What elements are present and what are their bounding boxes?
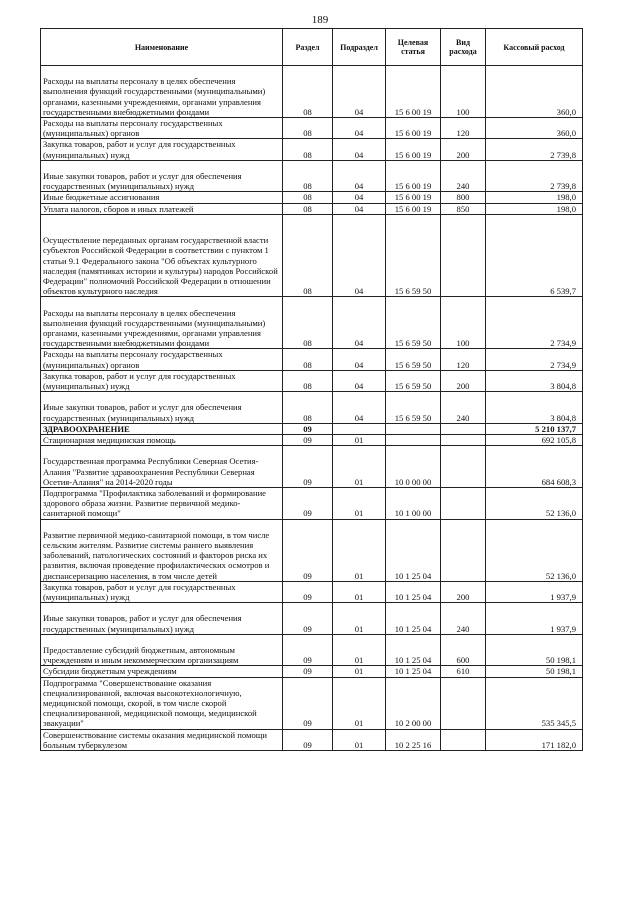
table-row <box>41 203 583 214</box>
cell-subsection: 04 <box>333 392 386 424</box>
header-section: Раздел <box>283 29 333 66</box>
table-row <box>41 634 583 666</box>
cell-target <box>386 435 441 446</box>
cell-name: Подпрограмма "Профилактика заболеваний и формирование здорового образа жизни. Развитие первичной медико-санитарной помощи" <box>41 488 283 520</box>
cell-amount: 171 182,0 <box>486 729 583 750</box>
cell-target: 10 1 00 00 <box>386 488 441 520</box>
cell-section: 08 <box>283 297 333 349</box>
cell-section: 09 <box>283 423 333 434</box>
cell-type: 120 <box>441 349 486 370</box>
cell-amount: 198,0 <box>486 192 583 203</box>
cell-type <box>441 423 486 434</box>
cell-subsection: 01 <box>333 677 386 729</box>
table-row <box>41 666 583 677</box>
cell-target <box>386 423 441 434</box>
header-type: Вид расхода <box>441 29 486 66</box>
cell-target: 15 6 00 19 <box>386 203 441 214</box>
cell-type: 850 <box>441 203 486 214</box>
cell-section: 09 <box>283 446 333 488</box>
cell-target: 15 6 59 50 <box>386 297 441 349</box>
table-row <box>41 729 583 750</box>
table-row <box>41 139 583 160</box>
cell-amount: 52 136,0 <box>486 488 583 520</box>
cell-section: 08 <box>283 139 333 160</box>
cell-type: 240 <box>441 603 486 635</box>
cell-amount: 5 210 137,7 <box>486 423 583 434</box>
cell-target: 15 6 00 19 <box>386 192 441 203</box>
cell-target: 15 6 59 50 <box>386 392 441 424</box>
cell-target: 10 1 25 04 <box>386 519 441 581</box>
cell-type: 610 <box>441 666 486 677</box>
cell-target: 15 6 00 19 <box>386 139 441 160</box>
table-row <box>41 677 583 729</box>
cell-amount: 3 804,8 <box>486 370 583 391</box>
cell-type: 800 <box>441 192 486 203</box>
cell-amount: 360,0 <box>486 66 583 118</box>
table-row <box>41 603 583 635</box>
cell-type: 600 <box>441 634 486 666</box>
cell-type <box>441 446 486 488</box>
cell-section: 09 <box>283 581 333 602</box>
table-row <box>41 349 583 370</box>
cell-target: 15 6 59 50 <box>386 349 441 370</box>
cell-target: 10 0 00 00 <box>386 446 441 488</box>
cell-amount: 52 136,0 <box>486 519 583 581</box>
cell-amount: 50 198,1 <box>486 634 583 666</box>
cell-target: 10 1 25 04 <box>386 603 441 635</box>
cell-section: 09 <box>283 519 333 581</box>
header-target: Целевая статья <box>386 29 441 66</box>
table-row <box>41 118 583 139</box>
cell-section: 09 <box>283 634 333 666</box>
cell-type: 120 <box>441 118 486 139</box>
cell-name: Иные закупки товаров, работ и услуг для обеспечения государственных (муниципальных) нужд <box>41 392 283 424</box>
cell-section: 08 <box>283 160 333 192</box>
cell-type <box>441 519 486 581</box>
cell-type: 100 <box>441 66 486 118</box>
cell-target: 10 1 25 04 <box>386 581 441 602</box>
cell-subsection: 04 <box>333 370 386 391</box>
cell-amount: 6 539,7 <box>486 214 583 297</box>
table-row <box>41 423 583 434</box>
expenditure-table <box>40 28 583 751</box>
table-row <box>41 446 583 488</box>
cell-name: Расходы на выплаты персоналу в целях обеспечения выполнения функций государственными (муниципальными) органами, казенными учреждениями, органами управления государственными внебюджетными фондами <box>41 297 283 349</box>
cell-section: 08 <box>283 370 333 391</box>
cell-section: 09 <box>283 677 333 729</box>
cell-type: 200 <box>441 139 486 160</box>
cell-name: Закупка товаров, работ и услуг для государственных (муниципальных) нужд <box>41 139 283 160</box>
table-body <box>41 66 583 751</box>
cell-subsection: 01 <box>333 666 386 677</box>
cell-subsection: 01 <box>333 519 386 581</box>
table-row <box>41 297 583 349</box>
cell-type <box>441 677 486 729</box>
cell-type <box>441 214 486 297</box>
cell-subsection: 04 <box>333 118 386 139</box>
cell-name: Иные бюджетные ассигнования <box>41 192 283 203</box>
cell-amount: 198,0 <box>486 203 583 214</box>
cell-subsection: 04 <box>333 139 386 160</box>
cell-subsection: 04 <box>333 203 386 214</box>
cell-amount: 535 345,5 <box>486 677 583 729</box>
cell-section: 08 <box>283 392 333 424</box>
cell-type <box>441 488 486 520</box>
header-name: Наименование <box>41 29 283 66</box>
cell-target: 10 1 25 04 <box>386 666 441 677</box>
cell-name: Расходы на выплаты персоналу государственных (муниципальных) органов <box>41 349 283 370</box>
cell-name: Предоставление субсидий бюджетным, автономным учреждениям и иным некоммерческим организациям <box>41 634 283 666</box>
cell-section: 08 <box>283 192 333 203</box>
table-row <box>41 370 583 391</box>
cell-amount: 1 937,9 <box>486 603 583 635</box>
cell-amount: 684 608,3 <box>486 446 583 488</box>
cell-section: 08 <box>283 203 333 214</box>
cell-section: 08 <box>283 349 333 370</box>
cell-name: Закупка товаров, работ и услуг для государственных (муниципальных) нужд <box>41 581 283 602</box>
cell-target: 10 2 00 00 <box>386 677 441 729</box>
table-row <box>41 581 583 602</box>
cell-amount: 692 105,8 <box>486 435 583 446</box>
cell-section: 09 <box>283 435 333 446</box>
cell-subsection: 01 <box>333 488 386 520</box>
cell-amount: 1 937,9 <box>486 581 583 602</box>
cell-amount: 50 198,1 <box>486 666 583 677</box>
cell-target: 10 2 25 16 <box>386 729 441 750</box>
cell-amount: 2 734,9 <box>486 349 583 370</box>
page-number: 189 <box>311 14 329 26</box>
cell-name: Закупка товаров, работ и услуг для государственных (муниципальных) нужд <box>41 370 283 391</box>
cell-subsection <box>333 423 386 434</box>
cell-target: 15 6 00 19 <box>386 160 441 192</box>
cell-name: Субсидии бюджетным учреждениям <box>41 666 283 677</box>
cell-name: Подпрограмма "Совершенствование оказания специализированной, включая высокотехнологичную, медицинской помощи, скорой, в том числе скорой специализированной, медицинской помощи, медицинской эвакуации" <box>41 677 283 729</box>
cell-amount: 2 734,9 <box>486 297 583 349</box>
cell-name: Иные закупки товаров, работ и услуг для обеспечения государственных (муниципальных) нужд <box>41 160 283 192</box>
cell-type: 200 <box>441 581 486 602</box>
cell-target: 15 6 00 19 <box>386 66 441 118</box>
cell-type: 100 <box>441 297 486 349</box>
table-row <box>41 160 583 192</box>
cell-target: 15 6 59 50 <box>386 370 441 391</box>
cell-amount: 2 739,8 <box>486 160 583 192</box>
header-subsection: Подраздел <box>333 29 386 66</box>
cell-target: 15 6 00 19 <box>386 118 441 139</box>
cell-name: Развитие первичной медико-санитарной помощи, в том числе сельским жителям. Развитие системы раннего выявления заболеваний, патологических состояний и факторов риска их развития, включая проведение профилактических осмотров и диспансеризацию населения, в том числе детей <box>41 519 283 581</box>
table-row <box>41 519 583 581</box>
cell-subsection: 04 <box>333 160 386 192</box>
cell-section: 09 <box>283 603 333 635</box>
cell-subsection: 04 <box>333 349 386 370</box>
cell-subsection: 01 <box>333 435 386 446</box>
header-row <box>41 29 583 66</box>
cell-amount: 2 739,8 <box>486 139 583 160</box>
cell-section: 09 <box>283 666 333 677</box>
cell-amount: 3 804,8 <box>486 392 583 424</box>
cell-name: Стационарная медицинская помощь <box>41 435 283 446</box>
cell-name: Государственная программа Республики Северная Осетия-Алания "Развитие здравоохранения Республики Северная Осетия-Алания" на 2014-2020 годы <box>41 446 283 488</box>
table-row <box>41 435 583 446</box>
cell-type: 240 <box>441 160 486 192</box>
table-row <box>41 66 583 118</box>
cell-subsection: 01 <box>333 729 386 750</box>
cell-target: 10 1 25 04 <box>386 634 441 666</box>
cell-type <box>441 729 486 750</box>
cell-subsection: 01 <box>333 581 386 602</box>
cell-name: Расходы на выплаты персоналу государственных (муниципальных) органов <box>41 118 283 139</box>
cell-section: 09 <box>283 488 333 520</box>
cell-name: Расходы на выплаты персоналу в целях обеспечения выполнения функций государственными (муниципальными) органами, казенными учреждениями, органами управления государственными внебюджетными фондами <box>41 66 283 118</box>
cell-section: 08 <box>283 214 333 297</box>
cell-subsection: 04 <box>333 192 386 203</box>
cell-section: 08 <box>283 118 333 139</box>
cell-subsection: 04 <box>333 297 386 349</box>
cell-type: 200 <box>441 370 486 391</box>
cell-subsection: 01 <box>333 634 386 666</box>
table-row <box>41 192 583 203</box>
cell-section: 08 <box>283 66 333 118</box>
cell-name: Уплата налогов, сборов и иных платежей <box>41 203 283 214</box>
header-amount: Кассовый расход <box>486 29 583 66</box>
cell-type: 240 <box>441 392 486 424</box>
cell-type <box>441 435 486 446</box>
table-row <box>41 214 583 297</box>
cell-amount: 360,0 <box>486 118 583 139</box>
cell-target: 15 6 59 50 <box>386 214 441 297</box>
cell-subsection: 04 <box>333 214 386 297</box>
table-row <box>41 488 583 520</box>
cell-subsection: 01 <box>333 603 386 635</box>
cell-name: Иные закупки товаров, работ и услуг для обеспечения государственных (муниципальных) нужд <box>41 603 283 635</box>
cell-name: ЗДРАВООХРАНЕНИЕ <box>41 423 283 434</box>
cell-subsection: 04 <box>333 66 386 118</box>
cell-name: Совершенствование системы оказания медицинской помощи больным туберкулезом <box>41 729 283 750</box>
cell-section: 09 <box>283 729 333 750</box>
cell-name: Осуществление переданных органам государственной власти субъектов Российской Федерации в соответствии с пунктом 1 статьи 9.1 Федерального закона "Об объектах культурного наследия (памятниках истории и культуры) народов Российской Федерации" полномочий Российской Федерации в отношении объектов культурного наследия <box>41 214 283 297</box>
table-row <box>41 392 583 424</box>
cell-subsection: 01 <box>333 446 386 488</box>
